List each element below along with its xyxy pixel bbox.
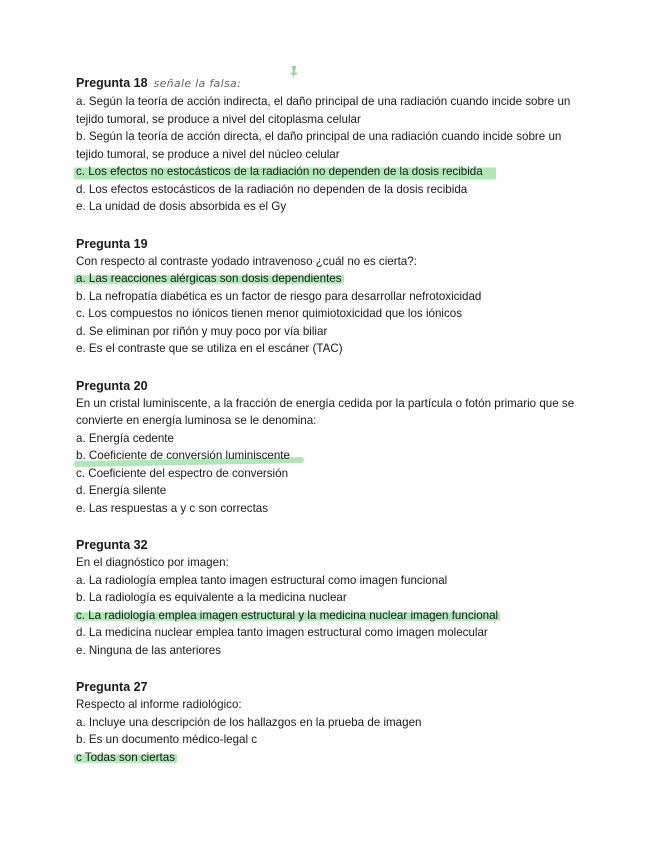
option-d: d. La medicina nuclear emplea tanto imagen estructural como imagen molecular bbox=[76, 626, 488, 639]
question-title: Pregunta 19 bbox=[76, 236, 148, 251]
question-32 bbox=[76, 536, 581, 659]
option-e: e. Las respuestas a y c son correctas bbox=[76, 501, 269, 515]
question-stem: En un cristal luminiscente, a la fracción de energía cedida por la partícula o fotón primario que se convierte en energía luminosa se le denomina: bbox=[76, 396, 575, 427]
highlighted-answer: c Todas son ciertas bbox=[76, 750, 176, 764]
question-title: Pregunta 32 bbox=[76, 538, 148, 552]
highlighted-answer: c. Los efectos no estocásticos de la radiación no dependen de la dosis recibida bbox=[74, 163, 496, 181]
option-c bbox=[76, 163, 581, 181]
question-18 bbox=[76, 74, 581, 216]
option-a: a. Según la teoría de acción indirecta, el daño principal de una radiación cuando incide sobre un tejido tumoral, se produce a nivel del citoplasma celular bbox=[76, 95, 571, 126]
option-b: b. Según la teoría de acción directa, el daño principal de una radiación cuando incide sobre un tejido tumoral, se produce a nivel del núcleo celular bbox=[76, 130, 562, 161]
option-a: a. La radiología emplea tanto imagen estructural como imagen funcional bbox=[76, 573, 448, 587]
handwritten-note: señale la falsa: bbox=[153, 77, 242, 90]
question-title: Pregunta 20 bbox=[76, 378, 148, 393]
option-c bbox=[76, 607, 581, 625]
option-a: a. Energía cedente bbox=[76, 431, 174, 445]
option-a: a. Incluye una descripción de los hallazgos en la prueba de imagen bbox=[76, 715, 422, 729]
option-e: e. La unidad de dosis absorbida es el Gy bbox=[76, 200, 287, 213]
document-page bbox=[76, 74, 581, 785]
option-d: d. Energía silente bbox=[76, 484, 167, 497]
option-b: b. La nefropatía diabética es un factor de riesgo para desarrollar nefrotoxicidad bbox=[76, 289, 482, 303]
question-title: Pregunta 18 bbox=[76, 76, 148, 90]
option-b bbox=[76, 447, 581, 465]
option-e: e. Ninguna de las anteriores bbox=[76, 643, 222, 657]
question-stem: En el diagnóstico por imagen: bbox=[76, 556, 229, 569]
question-19 bbox=[76, 235, 581, 358]
option-c: c. Los compuestos no iónicos tienen menor quimiotoxicidad que los iónicos bbox=[76, 307, 463, 320]
question-20 bbox=[76, 377, 581, 518]
question-title: Pregunta 27 bbox=[76, 680, 148, 694]
option-c: c. Coeficiente del espectro de conversión bbox=[76, 466, 289, 480]
option-b: b. Es un documento médico-legal c bbox=[76, 733, 258, 746]
question-stem: Respecto al informe radiológico: bbox=[76, 698, 242, 711]
highlighted-answer: a. Las reacciones alérgicas son dosis dependientes bbox=[76, 272, 342, 285]
question-stem: Con respecto al contraste yodado intravenoso ¿cuál no es cierta?: bbox=[76, 254, 417, 268]
highlighted-answer: c. La radiología emplea imagen estructural y la medicina nuclear imagen funcional bbox=[76, 608, 499, 622]
option-e: e. Es el contraste que se utiliza en el escáner (TAC) bbox=[76, 342, 343, 355]
option-c bbox=[76, 749, 581, 767]
question-27 bbox=[76, 678, 581, 766]
highlighted-answer: b. Coeficiente de conversión luminiscente bbox=[76, 449, 290, 462]
option-b: b. La radiología es equivalente a la medicina nuclear bbox=[76, 591, 347, 604]
option-a bbox=[76, 270, 581, 288]
option-d: d. Se eliminan por riñón y muy poco por vía biliar bbox=[76, 324, 328, 338]
option-d: d. Los efectos estocásticos de la radiación no dependen de la dosis recibida bbox=[76, 182, 468, 196]
